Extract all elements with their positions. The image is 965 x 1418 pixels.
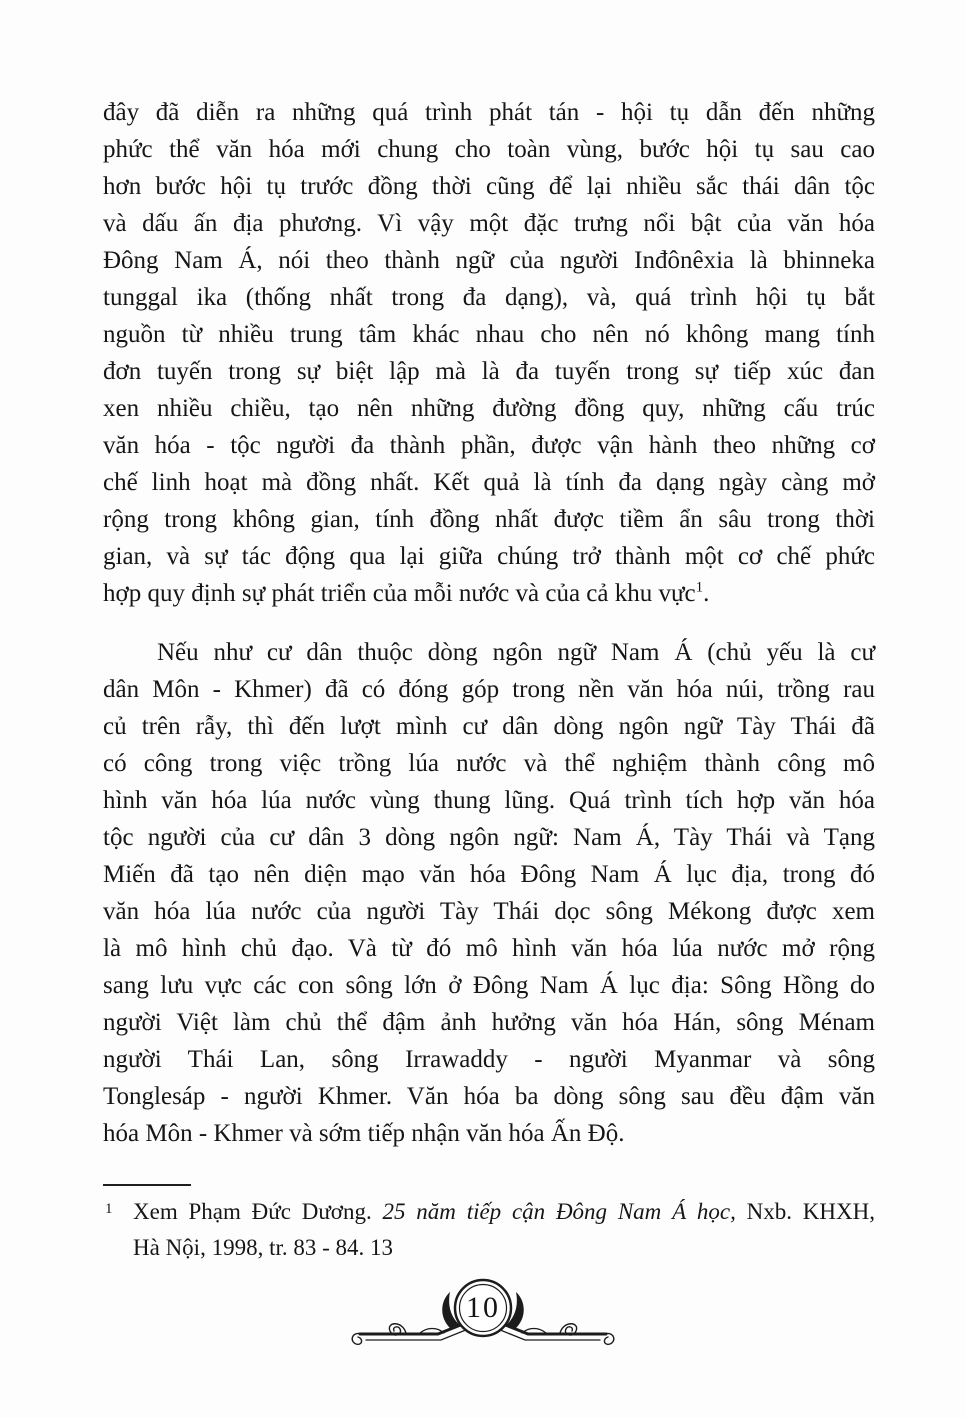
footnote-area — [103, 1184, 875, 1266]
text-line: gian, và sự tác động qua lại giữa chúng trở thành một cơ chế phức — [103, 543, 875, 570]
text-line: là mô hình chủ đạo. Và từ đó mô hình văn hóa lúa nước mở rộng — [103, 935, 875, 962]
text-line: xen nhiều chiều, tạo nên những đường đồng quy, những cấu trúc — [103, 395, 875, 422]
text-line: dân Môn - Khmer) đã có đóng góp trong nền văn hóa núi, trồng rau — [103, 676, 875, 703]
text-line: Đông Nam Á, nói theo thành ngữ của người Inđônêxia là bhinneka — [103, 247, 875, 274]
text-line: nguồn từ nhiều trung tâm khác nhau cho nên nó không mang tính — [103, 321, 875, 348]
page-number: 10 — [466, 1291, 500, 1324]
text-line: hình văn hóa lúa nước vùng thung lũng. Quá trình tích hợp văn hóa — [103, 787, 875, 814]
text-line: người Việt làm chủ thể đậm ảnh hưởng văn hóa Hán, sông Ménam — [103, 1009, 875, 1036]
text-line: người Thái Lan, sông Irrawaddy - người Myanmar và sông — [103, 1046, 875, 1073]
paragraph-1 — [103, 94, 875, 612]
text-line: sang lưu vực các con sông lớn ở Đông Nam Á lục địa: Sông Hồng do — [103, 972, 875, 999]
text-line: củ trên rẫy, thì đến lượt mình cư dân dòng ngôn ngữ Tày Thái đã — [103, 713, 875, 740]
text-line: tộc người của cư dân 3 dòng ngôn ngữ: Nam Á, Tày Thái và Tạng — [103, 824, 875, 851]
footnote-citation-author: Xem Phạm Đức Dương. — [133, 1199, 383, 1224]
text-line: văn hóa - tộc người đa thành phần, được vận hành theo những cơ — [103, 432, 875, 459]
footnote-marker: 1 — [105, 1201, 113, 1217]
footnote-citation-publisher: Nxb. KHXH, — [735, 1199, 875, 1224]
text-line: Miến đã tạo nên diện mạo văn hóa Đông Nam Á lục địa, trong đó — [103, 861, 875, 888]
text-line: đây đã diễn ra những quá trình phát tán - hội tụ dẫn đến những — [103, 99, 875, 126]
text-line: chế linh hoạt mà đồng nhất. Kết quả là tính đa dạng ngày càng mở — [103, 469, 875, 496]
page-number-ornament — [348, 1256, 618, 1361]
text-line: rộng trong không gian, tính đồng nhất được tiềm ẩn sâu trong thời — [103, 506, 875, 533]
text-line — [103, 575, 875, 612]
paragraph-2 — [103, 634, 875, 1152]
footnote-line-2: Hà Nội, 1998, tr. 83 - 84. 13 — [133, 1235, 394, 1260]
text-line: tunggal ika (thống nhất trong đa dạng), và, quá trình hội tụ bắt — [103, 284, 875, 311]
text-line: hơn bước hội tụ trước đồng thời cũng để lại nhiều sắc thái dân tộc — [103, 173, 875, 200]
text-line: văn hóa lúa nước của người Tày Thái dọc sông Mékong được xem — [103, 898, 875, 925]
text-line: và dấu ấn địa phương. Vì vậy một đặc trưng nổi bật của văn hóa — [103, 210, 875, 237]
text-line: đơn tuyến trong sự biệt lập mà là đa tuyến trong sự tiếp xúc đan — [103, 358, 875, 385]
text-line: Tonglesáp - người Khmer. Văn hóa ba dòng sông sau đều đậm văn — [103, 1083, 875, 1110]
footnote-ref[interactable]: 1 — [695, 579, 704, 596]
text-line: hóa Môn - Khmer và sớm tiếp nhận văn hóa Ấn Độ. — [103, 1120, 625, 1147]
footnote-line-1 — [133, 1194, 875, 1230]
text-line: Nếu như cư dân thuộc dòng ngôn ngữ Nam Á (chủ yếu là cư — [157, 639, 875, 666]
text-line: phức thể văn hóa mới chung cho toàn vùng, bước hội tụ sau cao — [103, 136, 875, 163]
text-line: có công trong việc trồng lúa nước và thể nghiệm thành công mô — [103, 750, 875, 777]
footnote-separator — [103, 1184, 191, 1186]
footnote-citation-title: 25 năm tiếp cận Đông Nam Á học, — [382, 1199, 736, 1224]
page-body — [103, 94, 875, 1152]
paragraph-1-last-period: . — [703, 580, 710, 607]
paragraph-1-last-text: hợp quy định sự phát triển của mỗi nước và của cả khu vực — [103, 580, 696, 607]
